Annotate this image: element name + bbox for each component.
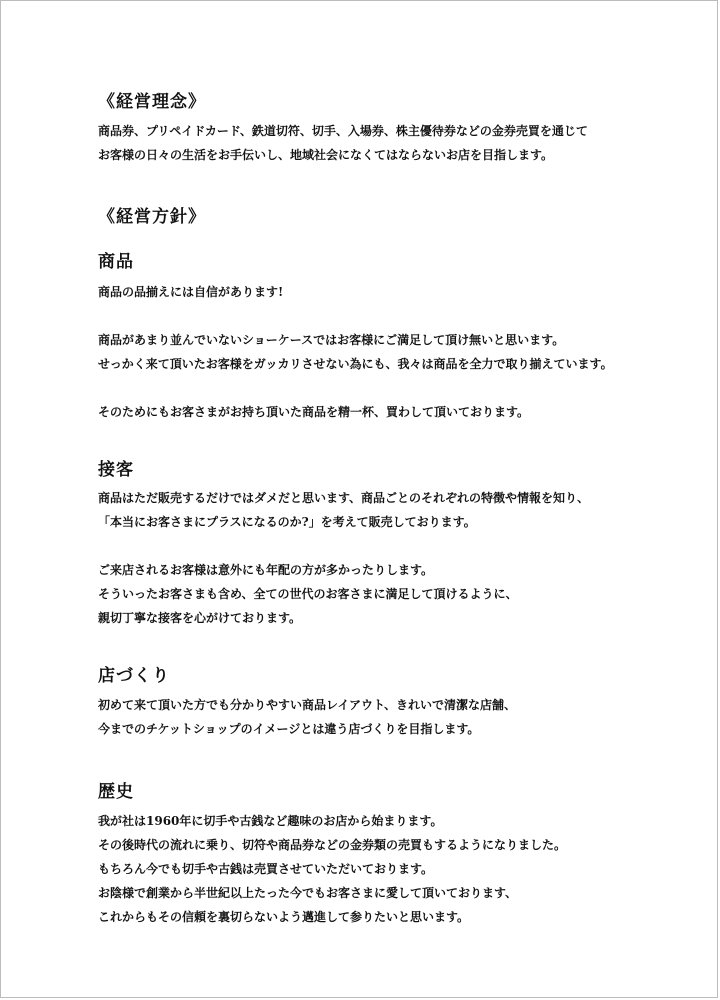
- text-line: [98, 376, 613, 400]
- text-line: もちろん今でも切手や古銭は売買させていただいております。: [98, 862, 434, 876]
- text-line: 親切丁寧な接客を心がけております。: [98, 611, 302, 625]
- text-line: ご来店されるお客様は意外にも年配の方が多かったりします。: [98, 563, 434, 577]
- text-line: お陰様で創業から半世紀以上たった今でもお客さまに愛して頂いております、: [98, 886, 518, 900]
- philosophy-text: [98, 119, 588, 167]
- store-heading: 店づくり: [98, 666, 170, 686]
- service-heading: 接客: [98, 460, 134, 480]
- text-line: 今までのチケットショップのイメージとは違う店づくりを目指します。: [98, 722, 480, 736]
- text-line: [98, 534, 589, 558]
- philosophy-title: 《経営理念》: [98, 92, 206, 112]
- text-line: これからもその信頼を裏切らないよう邁進して参りたいと思います。: [98, 910, 470, 924]
- text-line: 我が社は1960年に切手や古銭など趣味のお店から始まります。: [98, 814, 443, 828]
- text-line: 商品の品揃えには自信があります!: [98, 285, 284, 299]
- text-line: お客様の日々の生活をお手伝いし、地域社会になくてはならないお店を目指します。: [98, 148, 554, 162]
- text-line: その後時代の流れに乗り、切符や商品券などの金券類の売買もするようになりました。: [98, 838, 567, 852]
- text-line: 商品券、プリペイドカード、鉄道切符、切手、入場券、株主優待券などの金券売買を通じて: [98, 124, 588, 138]
- products-text: [98, 280, 613, 424]
- text-line: 商品はただ販売するだけではダメだと思います、商品ごとのそれぞれの特徴や情報を知り、: [98, 491, 590, 505]
- history-text: [98, 809, 566, 929]
- text-line: そのためにもお客さまがお持ち頂いた商品を精一杯、買わして頂いております。: [98, 405, 530, 419]
- store-text: [98, 693, 516, 741]
- policy-title: 《経営方針》: [98, 207, 206, 227]
- history-heading: 歴史: [98, 782, 134, 802]
- text-line: 初めて来て頂いた方でも分かりやすい商品レイアウト、きれいで清潔な店舗、: [98, 698, 516, 712]
- text-line: 商品があまり並んでいないショーケースではお客様にご満足して頂け無いと思います。: [98, 333, 565, 347]
- service-text: [98, 486, 589, 630]
- text-line: [98, 304, 613, 328]
- text-line: そういったお客さまも含め、全ての世代のお客さまに満足して頂けるように、: [98, 587, 518, 601]
- text-line: せっかく来て頂いたお客様をガッカリさせない為にも、我々は商品を全力で取り揃えています。: [98, 357, 613, 371]
- products-heading: 商品: [98, 252, 134, 272]
- text-line: 「本当にお客さまにプラスになるのか?」を考えて販売しております。: [98, 515, 476, 529]
